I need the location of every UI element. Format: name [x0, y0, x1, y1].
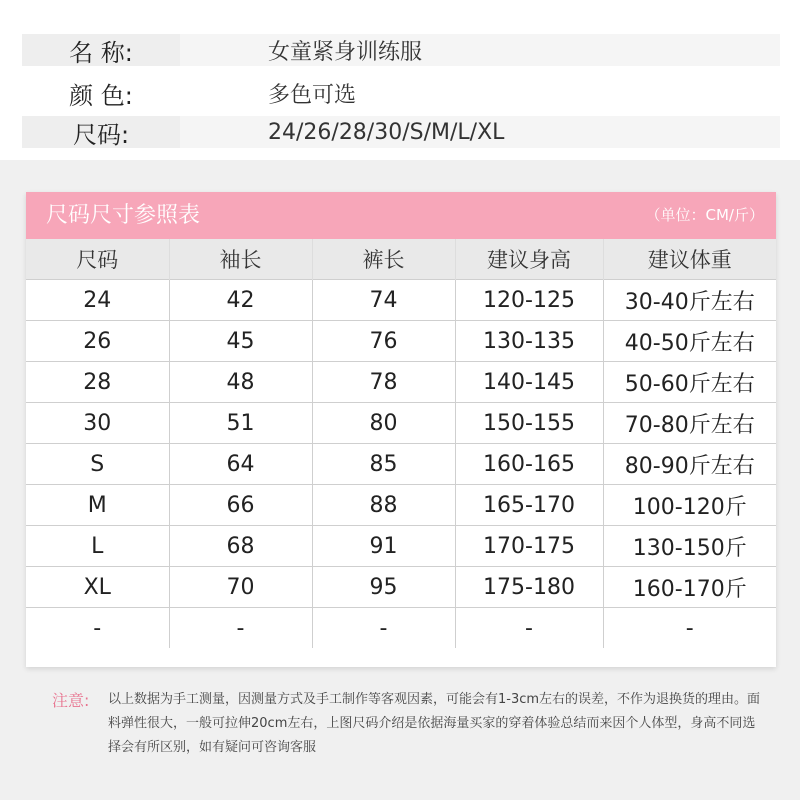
cell-size: - [26, 608, 169, 649]
header-size: 尺码 [26, 239, 169, 280]
header-pants-length: 裤长 [312, 239, 455, 280]
info-row-color [22, 77, 780, 109]
cell-pants-length: 74 [312, 280, 455, 321]
cell-suggested-weight: 130-150斤 [603, 526, 776, 567]
cell-sleeve-length: 64 [169, 444, 312, 485]
cell-suggested-weight: 50-60斤左右 [603, 362, 776, 403]
info-row-name [22, 34, 780, 66]
cell-suggested-weight: 70-80斤左右 [603, 403, 776, 444]
cell-suggested-weight: 100-120斤 [603, 485, 776, 526]
cell-size: XL [26, 567, 169, 608]
cell-sleeve-length: - [169, 608, 312, 649]
cell-sleeve-length: 68 [169, 526, 312, 567]
table-row [26, 321, 776, 362]
info-row-size [22, 116, 780, 148]
table-row [26, 608, 776, 649]
cell-sleeve-length: 45 [169, 321, 312, 362]
info-value-name: 女童紧身训练服 [180, 34, 780, 66]
cell-suggested-weight: - [603, 608, 776, 649]
info-value-color: 多色可选 [268, 82, 357, 108]
cell-suggested-height: 130-135 [455, 321, 603, 362]
cell-size: L [26, 526, 169, 567]
cell-suggested-weight: 40-50斤左右 [603, 321, 776, 362]
cell-sleeve-length: 48 [169, 362, 312, 403]
cell-sleeve-length: 42 [169, 280, 312, 321]
cell-sleeve-length: 51 [169, 403, 312, 444]
table-row [26, 485, 776, 526]
size-chart-header [26, 192, 776, 239]
table-row [26, 362, 776, 403]
cell-suggested-weight: 160-170斤 [603, 567, 776, 608]
product-info [0, 0, 800, 152]
cell-pants-length: 80 [312, 403, 455, 444]
table-row [26, 567, 776, 608]
cell-pants-length: 85 [312, 444, 455, 485]
cell-pants-length: 88 [312, 485, 455, 526]
cell-suggested-height: - [455, 608, 603, 649]
header-suggested-height: 建议身高 [455, 239, 603, 280]
cell-suggested-height: 165-170 [455, 485, 603, 526]
cell-suggested-height: 140-145 [455, 362, 603, 403]
header-sleeve-length: 袖长 [169, 239, 312, 280]
cell-pants-length: 95 [312, 567, 455, 608]
cell-suggested-height: 175-180 [455, 567, 603, 608]
cell-suggested-height: 170-175 [455, 526, 603, 567]
header-suggested-weight: 建议体重 [603, 239, 776, 280]
cell-sleeve-length: 66 [169, 485, 312, 526]
table-row [26, 403, 776, 444]
cell-suggested-height: 150-155 [455, 403, 603, 444]
cell-size: 24 [26, 280, 169, 321]
cell-size: 26 [26, 321, 169, 362]
info-label-color: 颜 色: [69, 81, 133, 110]
info-label-name: 名 称: [22, 34, 180, 66]
cell-size: M [26, 485, 169, 526]
cell-pants-length: 78 [312, 362, 455, 403]
info-value-size: 24/26/28/30/S/M/L/XL [180, 116, 780, 148]
note-text: 以上数据为手工测量，因测量方式及手工制作等客观因素，可能会有1-3cm左右的误差，不作为退换货的理由。面料弹性很大，一般可拉伸20cm左右，上图尺码介绍是依据海量买家的穿着体验总结而来因个人体型，身高不同选择会有所区别，如有疑问可咨询客服 [108, 692, 761, 755]
table-row [26, 526, 776, 567]
cell-size: 30 [26, 403, 169, 444]
size-chart-card [26, 192, 776, 667]
cell-sleeve-length: 70 [169, 567, 312, 608]
table-header-row [26, 239, 776, 280]
cell-pants-length: 76 [312, 321, 455, 362]
cell-suggested-weight: 80-90斤左右 [603, 444, 776, 485]
cell-size: S [26, 444, 169, 485]
cell-pants-length: - [312, 608, 455, 649]
info-label-size: 尺码: [22, 116, 180, 148]
cell-size: 28 [26, 362, 169, 403]
cell-suggested-height: 120-125 [455, 280, 603, 321]
cell-suggested-weight: 30-40斤左右 [603, 280, 776, 321]
note-label: 注意: [52, 691, 90, 710]
cell-pants-length: 91 [312, 526, 455, 567]
table-row [26, 280, 776, 321]
table-row [26, 444, 776, 485]
size-table [26, 239, 776, 648]
size-chart-title: 尺码尺寸参照表 [46, 203, 201, 228]
size-chart-unit: （单位：CM/斤） [645, 206, 764, 224]
cell-suggested-height: 160-165 [455, 444, 603, 485]
